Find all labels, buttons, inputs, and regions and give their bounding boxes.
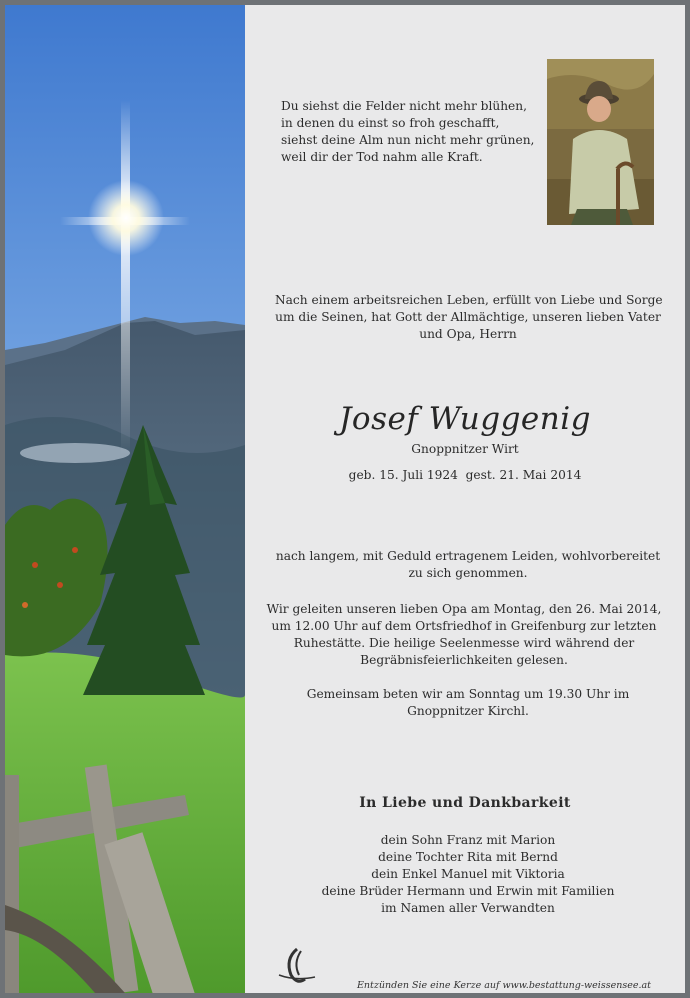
poem-line: Du siehst die Felder nicht mehr blühen, [281, 99, 527, 113]
intro-line: Nach einem arbeitsreichen Leben, erfüllt von Liebe und Sorge [275, 293, 663, 307]
passing-text [275, 548, 661, 582]
obituary-content [245, 5, 685, 993]
portrait-photo [547, 59, 654, 225]
poem-line: in denen du einst so froh geschafft, [281, 116, 500, 130]
mourners-list [275, 832, 661, 917]
funeral-details [265, 601, 663, 669]
mourner-line: im Namen aller Verwandten [381, 901, 555, 915]
mourner-line: deine Tochter Rita mit Bernd [378, 850, 558, 864]
funeral-line: um 12.00 Uhr auf dem Ortsfriedhof in Greifenburg zur letzten [271, 619, 657, 633]
poem [281, 98, 534, 166]
prayer-line: Gnoppnitzer Kirchl. [407, 704, 529, 718]
prayer-details [275, 686, 661, 720]
passing-line: zu sich genommen. [408, 566, 528, 580]
mourner-line: dein Enkel Manuel mit Viktoria [371, 867, 565, 881]
deceased-subtitle: Gnoppnitzer Wirt [411, 442, 519, 456]
closing-heading: In Liebe und Dankbarkeit [359, 795, 571, 811]
mourner-line: deine Brüder Hermann und Erwin mit Familien [321, 884, 615, 898]
intro-line: um die Seinen, hat Gott der Allmächtige, unseren lieben Vater [275, 310, 661, 324]
prayer-line: Gemeinsam beten wir am Sonntag um 19.30 Uhr im [306, 687, 630, 701]
passing-line: nach langem, mit Geduld ertragenem Leiden, wohlvorbereitet [275, 549, 661, 563]
funeral-line: Wir geleiten unseren lieben Opa am Montag, den 26. Mai 2014, [266, 602, 662, 616]
mourner-line: dein Sohn Franz mit Marion [380, 833, 556, 847]
intro-line: und Opa, Herrn [419, 327, 517, 341]
funeral-line: Ruhestätte. Die heilige Seelenmesse wird während der [293, 636, 635, 650]
poem-line: siehst deine Alm nun nicht mehr grünen, [281, 133, 535, 147]
deceased-name: Josef Wuggenig [338, 401, 591, 437]
life-dates: geb. 15. Juli 1924 gest. 21. Mai 2014 [348, 468, 582, 482]
funeral-home-logo [275, 945, 355, 993]
candle-link-text[interactable]: Entzünden Sie eine Kerze auf www.bestattung-weissensee.at [357, 980, 651, 991]
landscape-cross-image [5, 5, 245, 993]
funeral-line: Begräbnisfeierlichkeiten gelesen. [360, 653, 568, 667]
poem-line: weil dir der Tod nahm alle Kraft. [281, 150, 483, 164]
intro-text [275, 292, 661, 343]
